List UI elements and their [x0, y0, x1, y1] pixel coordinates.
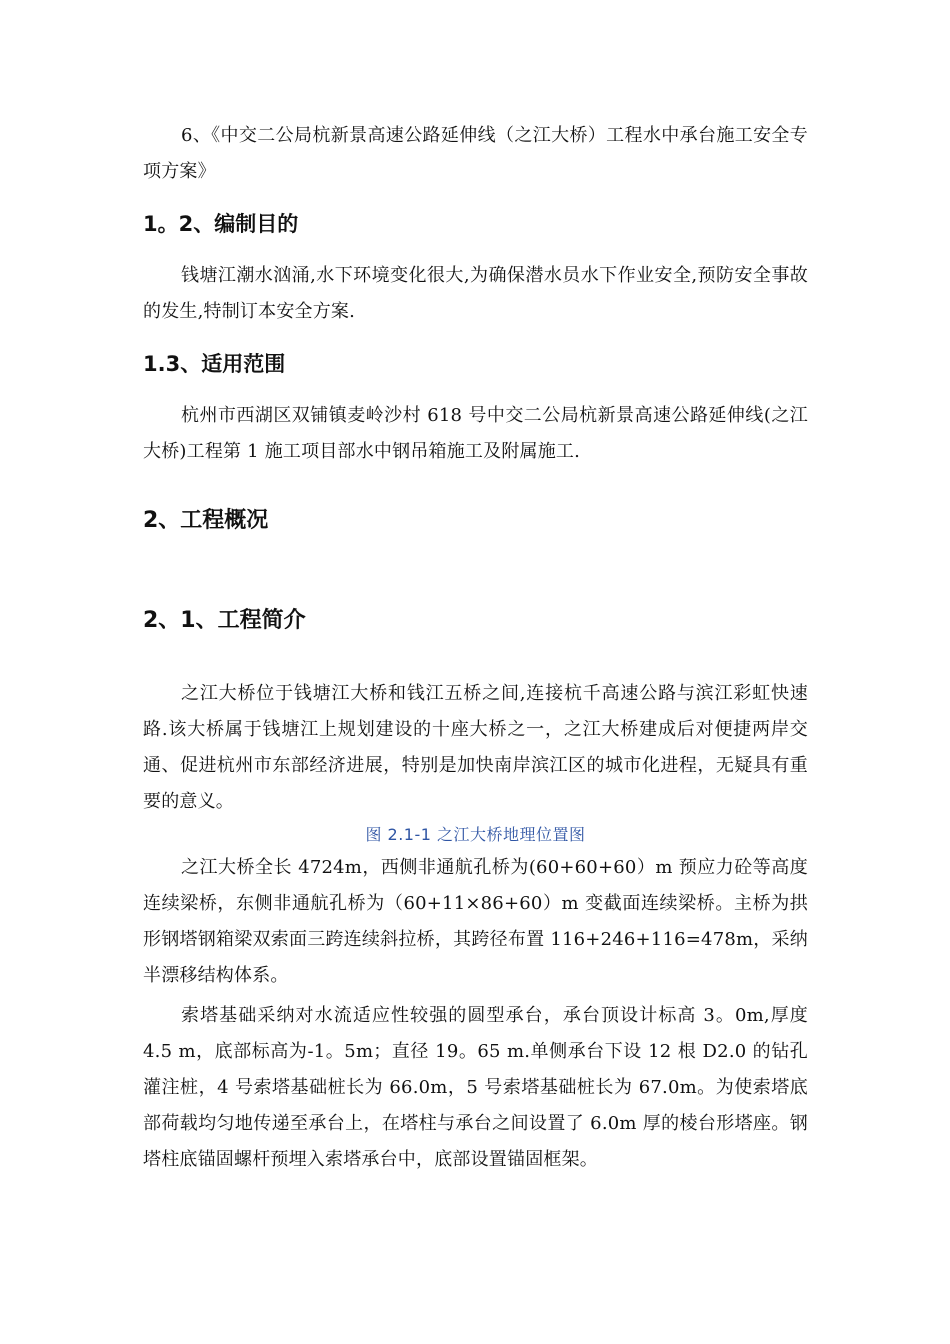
- paragraph-purpose: 钱塘江潮水汹涌,水下环境变化很大,为确保潜水员水下作业安全,预防安全事故的发生,特制订本安全方案.: [143, 265, 808, 322]
- heading-2-1: 2、1、工程简介: [143, 608, 306, 633]
- heading-2: 2、工程概况: [143, 508, 269, 533]
- paragraph-tower-foundation: 索塔基础采纳对水流适应性较强的圆型承台，承台顶设计标高 3。0m,厚度 4.5 m，底部标高为-1。5m；直径 19。65 m.单侧承台下设 12 根 D2.0 的钻孔灌注桩，4 号索塔基础桩长为 66.0m，5 号索塔基础桩长为 67.0m。为使索塔底部荷载均匀地传递至承台上，在塔柱与承台之间设置了 6.0m 厚的棱台形塔座。钢塔柱底锚固螺杆预埋入索塔承台中，底部设置锚固框架。: [143, 1005, 808, 1170]
- heading-1-2: 1。2、编制目的: [143, 212, 299, 236]
- reference-item-6: 6、《中交二公局杭新景高速公路延伸线（之江大桥）工程水中承台施工安全专项方案》: [143, 125, 808, 182]
- document-body: [143, 118, 808, 1178]
- paragraph-bridge-spans: 之江大桥全长 4724m，西侧非通航孔桥为(60+60+60）m 预应力砼等高度连续梁桥，东侧非通航孔桥为（60+11×86+60）m 变截面连续梁桥。主桥为拱形钢塔钢箱梁双索面三跨连续斜拉桥，其跨径布置 116+246+116=478m，采纳半漂移结构体系。: [143, 857, 808, 986]
- paragraph-scope: 杭州市西湖区双铺镇麦岭沙村 618 号中交二公局杭新景高速公路延伸线(之江大桥)工程第 1 施工项目部水中钢吊箱施工及附属施工.: [143, 405, 808, 462]
- heading-1-3: 1.3、适用范围: [143, 352, 286, 376]
- figure-caption: 图 2.1-1 之江大桥地理位置图: [365, 825, 586, 844]
- paragraph-bridge-intro: 之江大桥位于钱塘江大桥和钱江五桥之间,连接杭千高速公路与滨江彩虹快速路.该大桥属于钱塘江上规划建设的十座大桥之一，之江大桥建成后对便捷两岸交通、促进杭州市东部经济进展，特别是加快南岸滨江区的城市化进程，无疑具有重要的意义。: [143, 683, 808, 812]
